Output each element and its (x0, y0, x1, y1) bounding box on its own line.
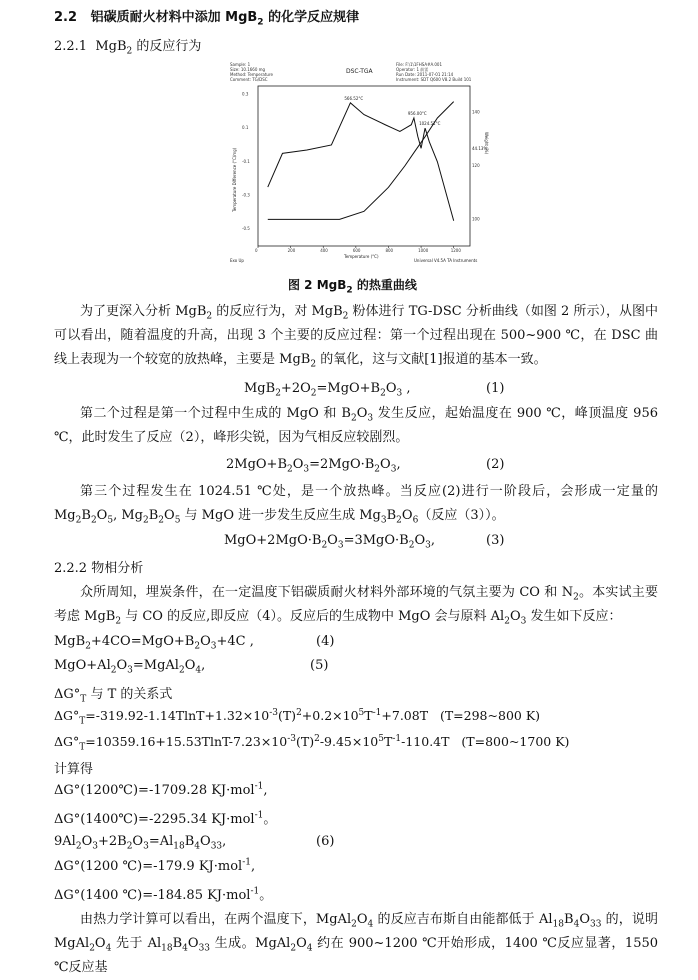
meta-right-3: Run Date: 2011-07-01 21:14 (396, 72, 454, 77)
section-title: 铝碳质耐火材料中添加 MgB$_2$ 的化学反应规律 (90, 10, 360, 28)
meta-right-2: Operator: 1 前雷 (396, 67, 429, 72)
equation-3: $MgO+2MgO\cdot B_2O_3=3MgO\cdot B_2O_3$, (224, 533, 435, 551)
meta-left-4: Comment: TG/DSC (230, 77, 268, 82)
mass-change-label: 44.13% (472, 146, 488, 151)
y-right-tick-label: 120 (472, 163, 480, 168)
footer-right: Universal V4.5A TA Instruments (414, 258, 478, 263)
meta-right-1: File: F:\1\1FHSA#A.001 (396, 62, 443, 67)
x-tick-label: 400 (320, 248, 328, 253)
peak-label-2: 956.00°C (407, 111, 427, 116)
gibbs-formula-2: $\Delta G^\circ_T=10359.16+15.53TlnT-7.23\times 10^{-3}(T)^2-9.45\times 10^5T^{-1}-110.4T$ (T=800~1700 K) (54, 733, 570, 753)
y-left-tick-label: 0.3 (242, 91, 249, 97)
paragraph-5: 由热力学计算可以看出，在两个温度下，$MgAl_2O_4$ 的反应吉布斯自由能都低于 $Al_{18}B_4O_{33}$ 的，说明 $MgAl_2O_4$ 先于 $Al_{18}B_4O_{33}$ 生成。$MgAl_2O_4$ 约在 900~1200 ℃开始形成，1400 ℃反应显著，1550 ℃反应基 (54, 912, 659, 975)
y-left-tick-label: -0.5 (242, 226, 250, 232)
equation-5-number: (5) (310, 658, 329, 673)
figure-caption: 图 2 MgB$_2$ 的热重曲线 (288, 278, 417, 296)
section-number: 2.2 (54, 10, 78, 25)
x-tick-label: 800 (385, 248, 394, 253)
equation-4-number: (4) (316, 634, 335, 649)
equation-3-number: (3) (486, 533, 505, 548)
gibbs-formula-1: $\Delta G^\circ_T=-319.92-1.14TlnT+1.32\times 10^{-3}(T)^2+0.2\times 10^5T^{-1}+7.08T$ (T=298~800 K) (54, 707, 541, 727)
meta-left-2: Size: 10.1660 mg (230, 67, 266, 72)
y-left-tick-label: -0.3 (242, 192, 250, 198)
x-tick-label: 1200 (450, 248, 461, 253)
gibbs-relation-label: $\Delta G^\circ_T$ 与 T 的关系式 (54, 687, 173, 705)
peak-label-3: 1024.51°C (419, 121, 441, 127)
y-left-tick-label: 0.1 (242, 125, 249, 131)
equation-6: $9Al_2O_3+2B_2O_3=Al_{18}B_4O_{33}$, (54, 834, 227, 852)
meta-left-1: Sample: 1 (230, 62, 251, 67)
meta-left-3: Method: Temperature (230, 72, 273, 77)
equation-5: $MgO+Al_2O_3=MgAl_2O_4$, (54, 658, 206, 676)
equation-1: $MgB_2+2O_2=MgO+B_2O_3$ , (244, 381, 411, 399)
peak-label-1: 566.52°C (344, 95, 364, 101)
x-tick-label: 1000 (418, 248, 429, 253)
y-right-tick-label: 100 (472, 216, 480, 222)
equation-2-number: (2) (486, 457, 505, 472)
dsc-tga-chart (228, 62, 490, 272)
equation-2: $2MgO+B_2O_3=2MgO\cdot B_2O_3$, (226, 457, 401, 475)
equation-4: $MgB_2+4CO=MgO+B_2O_3+4C$ , (54, 634, 254, 652)
gibbs-1400: ΔG°(1400℃)=-2295.34 KJ·mol$^{-1}$。 (54, 810, 277, 827)
y-left-tick-label: -0.1 (242, 158, 250, 164)
paragraph-4: 众所周知，埋炭条件，在一定温度下铝碳质耐火材料外部环境的气氛主要为 CO 和 $N_2$。本实试主要考虑 MgB$_2$ 与 CO 的反应,即反应（4）。反应后的生成物中 MgO 会与原料 $Al_2O_3$ 发生如下反应： (54, 585, 658, 627)
paragraph-1: 为了更深入分析 MgB$_2$ 的反应行为，对 MgB$_2$ 粉体进行 TG-DSC 分析曲线（如图 2 所示），从图中可以看出，随着温度的升高，出现 3 个主要的反应过程：第一个过程出现在 500~900 ℃，在 DSC 曲线上表现为一个较宽的放热峰，主要是 MgB$_2$ 的氧化，这与文献[1]报道的基本一致。 (54, 304, 658, 370)
footer-left: Exo Up (230, 258, 244, 263)
x-tick-label: 200 (287, 248, 296, 253)
y-right-label: Weight (%) (484, 132, 489, 155)
chart-title: DSC-TGA (346, 68, 373, 75)
equation-6-number: (6) (316, 834, 335, 849)
paragraph-3: 第三个过程发生在 1024.51 ℃处，是一个放热峰。当反应(2)进行一阶段后，会形成一定量的 $Mg_2B_2O_5$, $Mg_2B_2O_5$ 与 MgO 进一步发生反应生成 $Mg_3B_2O_6$（反应（3））。 (54, 484, 658, 526)
equation-1-number: (1) (486, 381, 505, 396)
x-tick-label: 0 (255, 248, 258, 253)
subsection-heading-1: 2.2.1 MgB$_2$ 的反应行为 (54, 39, 202, 57)
x-axis-label: Temperature (°C) (344, 254, 379, 259)
y-right-tick-label: 140 (472, 109, 480, 115)
gibbs6-1400: ΔG°(1400 ℃)=-184.85 KJ·mol$^{-1}$。 (54, 886, 273, 903)
gibbs6-1200: ΔG°(1200 ℃)=-179.9 KJ·mol$^{-1}$, (54, 857, 256, 874)
y-left-label: Temperature Difference (°C/mg) (232, 147, 237, 212)
subsection-heading-2: 2.2.2 物相分析 (54, 561, 144, 576)
calc-label: 计算得 (54, 762, 94, 777)
section-heading (54, 6, 360, 28)
gibbs-1200: ΔG°(1200℃)=-1709.28 KJ·mol$^{-1}$, (54, 781, 268, 798)
tga-series-line (268, 102, 454, 220)
paragraph-2: 第二个过程是第一个过程中生成的 MgO 和 $B_2O_3$ 发生反应，起始温度在 900 ℃，峰顶温度 956 ℃，此时发生了反应（2），峰形尖锐，因为气相反应较剧烈。 (54, 406, 658, 445)
meta-right-4: Instrument: SDT Q600 V8.2 Build 101 (396, 77, 472, 82)
x-tick-label: 600 (352, 248, 361, 253)
dsc-tga-figure (228, 62, 490, 272)
